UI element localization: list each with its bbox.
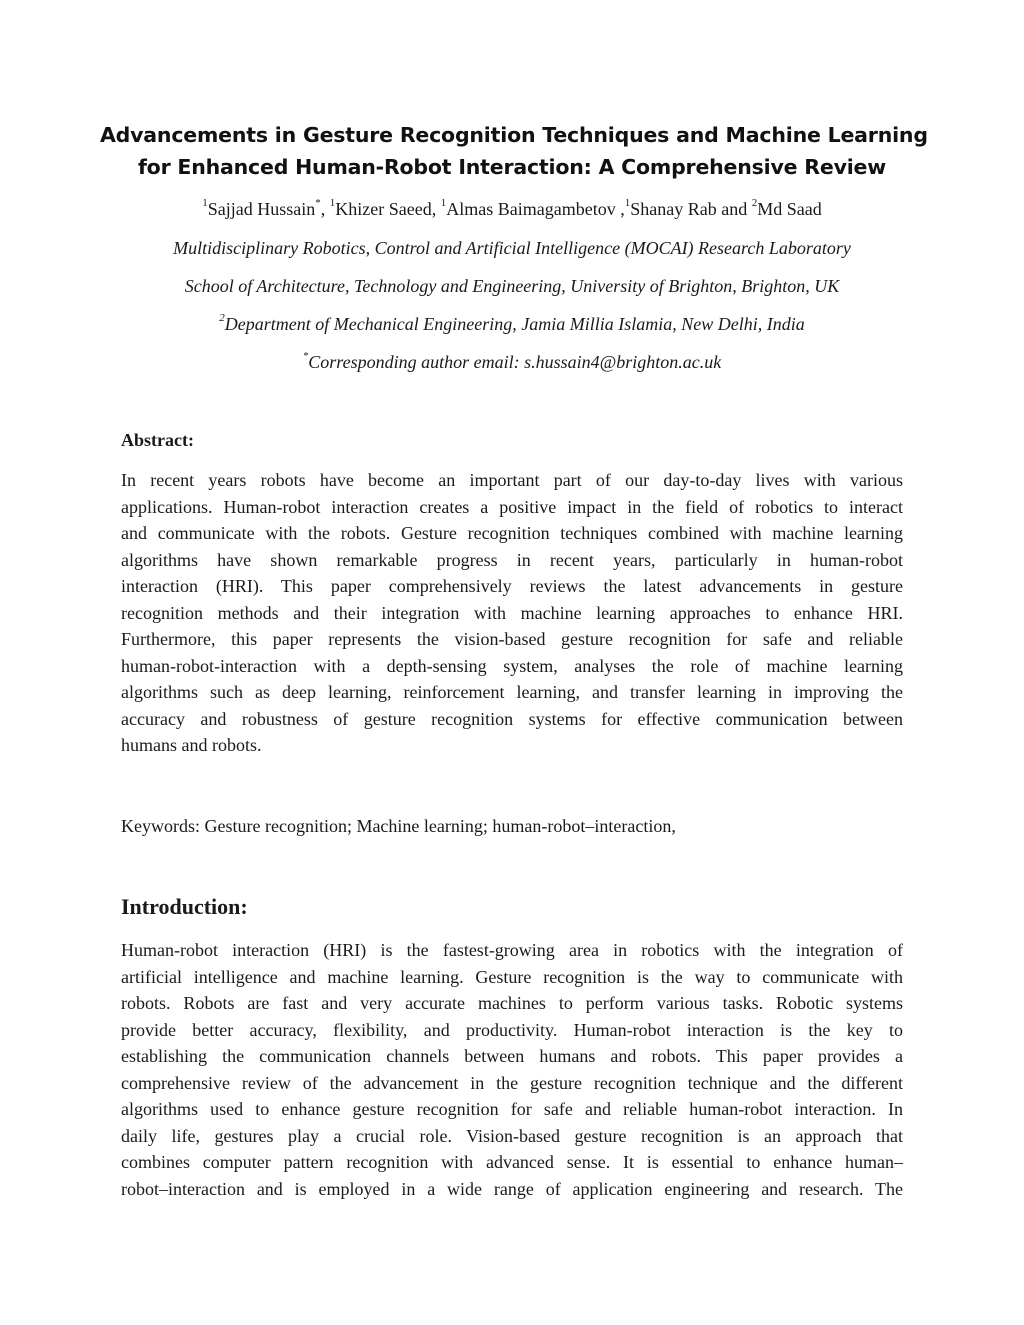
- abstract-heading: Abstract:: [121, 430, 194, 450]
- introduction-line: comprehensive review of the advancement in the gesture recognition technique and the different: [121, 1072, 903, 1093]
- paper-title: [100, 119, 928, 183]
- author-name: Almas Baimagambetov: [446, 199, 616, 219]
- introduction-line: robot–interaction and is employed in a wide range of application engineering and research. The: [121, 1178, 903, 1199]
- introduction-line: establishing the communication channels between humans and robots. This paper provides a: [121, 1046, 903, 1066]
- introduction-line: combines computer pattern recognition with advanced sense. It is essential to enhance human–: [121, 1152, 903, 1172]
- affiliation-mark: 2: [219, 312, 225, 324]
- title-line: Advancements in Gesture Recognition Techniques and Machine Learning: [100, 123, 928, 147]
- author-affiliation-mark: 1: [329, 197, 336, 209]
- author-separator: and: [716, 199, 752, 219]
- corresponding-author: [60, 350, 964, 374]
- author-separator: ,: [320, 199, 330, 219]
- abstract-line: In recent years robots have become an important part of our day-to-day lives with various: [121, 470, 903, 490]
- author-affiliation-mark: 1: [440, 197, 447, 209]
- author-affiliation-mark: 1: [202, 197, 208, 209]
- author-affiliation-mark: 2: [751, 197, 758, 209]
- author-name: Sajjad Hussain: [207, 199, 316, 219]
- author-list: [60, 197, 964, 221]
- author-affiliation-mark: 1: [624, 197, 631, 209]
- affiliation-lab: Multidisciplinary Robotics, Control and Artificial Intelligence (MOCAI) Research Laboratory: [173, 238, 851, 258]
- introduction-line: Human-robot interaction (HRI) is the fastest-growing area in robotics with the integration of: [121, 940, 903, 960]
- author-separator: ,: [615, 199, 625, 219]
- introduction-body: [121, 937, 903, 1202]
- introduction-heading: Introduction:: [121, 894, 248, 919]
- abstract-line: algorithms such as deep learning, reinforcement learning, and transfer learning in improving the: [121, 682, 903, 702]
- abstract-line: Furthermore, this paper represents the vision-based gesture recognition for safe and reliable: [121, 629, 903, 649]
- introduction-line: daily life, gestures play a crucial role. Vision-based gesture recognition is an approach that: [121, 1125, 903, 1146]
- corresponding-mark: *: [302, 350, 309, 362]
- abstract-line: applications. Human-robot interaction creates a positive impact in the field of robotics to interact: [121, 496, 903, 517]
- introduction-line: provide better accuracy, flexibility, and productivity. Human-robot interaction is the key to: [121, 1019, 903, 1040]
- author-name: Khizer Saeed: [335, 199, 432, 219]
- abstract-line: and communicate with the robots. Gesture recognition techniques combined with machine learning: [121, 523, 903, 543]
- abstract-body: [121, 467, 903, 759]
- keywords: Keywords: Gesture recognition; Machine learning; human-robot–interaction,: [121, 816, 676, 836]
- title-line: for Enhanced Human-Robot Interaction: A Comprehensive Review: [137, 155, 887, 179]
- abstract-line: humans and robots.: [121, 735, 262, 755]
- abstract-line: accuracy and robustness of gesture recognition systems for effective communication between: [121, 708, 903, 729]
- affiliation-school: School of Architecture, Technology and Engineering, University of Brighton, Brighton, UK: [184, 276, 840, 296]
- author-name: Shanay Rab: [630, 199, 717, 219]
- corresponding-email-text: Corresponding author email: s.hussain4@brighton.ac.uk: [308, 352, 722, 372]
- affiliation-department-text: Department of Mechanical Engineering, Jamia Millia Islamia, New Delhi, India: [224, 314, 805, 334]
- introduction-line: algorithms used to enhance gesture recognition for safe and reliable human-robot interaction. In: [121, 1099, 903, 1119]
- abstract-line: algorithms have shown remarkable progress in recent years, particularly in human-robot: [121, 549, 903, 570]
- author-separator: ,: [431, 199, 441, 219]
- abstract-line: human-robot-interaction with a depth-sensing system, analyses the role of machine learning: [121, 655, 903, 676]
- abstract-line: interaction (HRI). This paper comprehensively reviews the latest advancements in gesture: [121, 576, 903, 596]
- abstract-line: recognition methods and their integration with machine learning approaches to enhance HRI.: [121, 602, 903, 623]
- introduction-line: artificial intelligence and machine learning. Gesture recognition is the way to communicate with: [121, 966, 903, 987]
- introduction-line: robots. Robots are fast and very accurate machines to perform various tasks. Robotic systems: [121, 993, 903, 1013]
- author-name: Md Saad: [757, 199, 822, 219]
- corresponding-mark: *: [315, 197, 321, 209]
- affiliation-department: [60, 312, 964, 336]
